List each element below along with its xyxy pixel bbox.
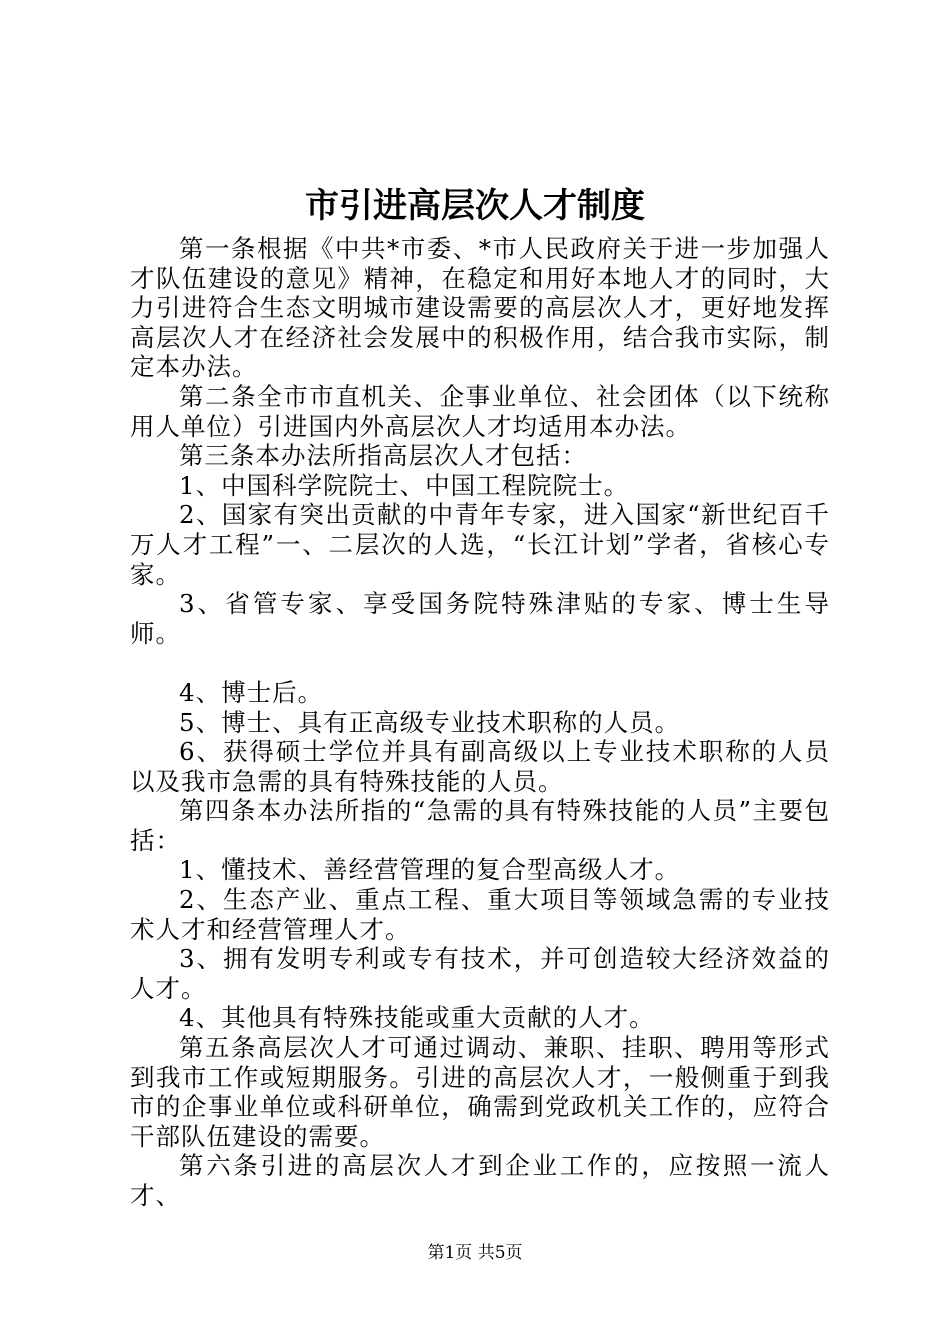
list-item-3-6: 6、获得硕士学位并具有副高级以上专业技术职称的人员以及我市急需的具有特殊技能的人员。 <box>130 737 830 796</box>
paragraph-article-4: 第四条本办法所指的“急需的具有特殊技能的人员”主要包括： <box>130 796 830 855</box>
list-item-4-3: 3、拥有发明专利或专有技术，并可创造较大经济效益的人才。 <box>130 944 830 1003</box>
paragraph-article-2: 第二条全市市直机关、企事业单位、社会团体（以下统称用人单位）引进国内外高层次人才均适用本办法。 <box>130 381 830 441</box>
list-item-3-1: 1、中国科学院院士、中国工程院院士。 <box>179 470 630 500</box>
list-item-3-5: 5、博士、具有正高级专业技术职称的人员。 <box>179 707 681 737</box>
paragraph-article-5: 第五条高层次人才可通过调动、兼职、挂职、聘用等形式到我市工作或短期服务。引进的高层次人才，一般侧重于到我市的企事业单位或科研单位，确需到党政机关工作的，应符合干部队伍建设的需要。 <box>130 1033 830 1151</box>
paragraph-article-6: 第六条引进的高层次人才到企业工作的，应按照一流人才、 <box>130 1151 830 1210</box>
page-number: 第1页 共5页 <box>427 1243 523 1263</box>
document-body <box>130 234 830 1211</box>
list-item-4-1: 1、懂技术、善经营管理的复合型高级人才。 <box>179 855 681 885</box>
list-item-3-4: 4、博士后。 <box>179 677 324 707</box>
list-item-4-4: 4、其他具有特殊技能或重大贡献的人才。 <box>179 1003 655 1033</box>
list-item-3-2: 2、国家有突出贡献的中青年专家，进入国家“新世纪百千万人才工程”一、二层次的人选，“长江计划”学者，省核心专家。 <box>130 500 830 589</box>
list-item-4-2: 2、生态产业、重点工程、重大项目等领域急需的专业技术人才和经营管理人才。 <box>130 885 830 944</box>
paragraph-article-1: 第一条根据《中共*市委、*市人民政府关于进一步加强人才队伍建设的意见》精神，在稳定和用好本地人才的同时，大力引进符合生态文明城市建设需要的高层次人才，更好地发挥高层次人才在经济社会发展中的积极作用，结合我市实际，制定本办法。 <box>130 234 830 382</box>
list-item-3-3: 3、省管专家、享受国务院特殊津贴的专家、博士生导师。 <box>130 589 830 648</box>
document-title: 市引进高层次人才制度 <box>305 186 645 226</box>
paragraph-article-3: 第三条本办法所指高层次人才包括： <box>179 441 587 471</box>
